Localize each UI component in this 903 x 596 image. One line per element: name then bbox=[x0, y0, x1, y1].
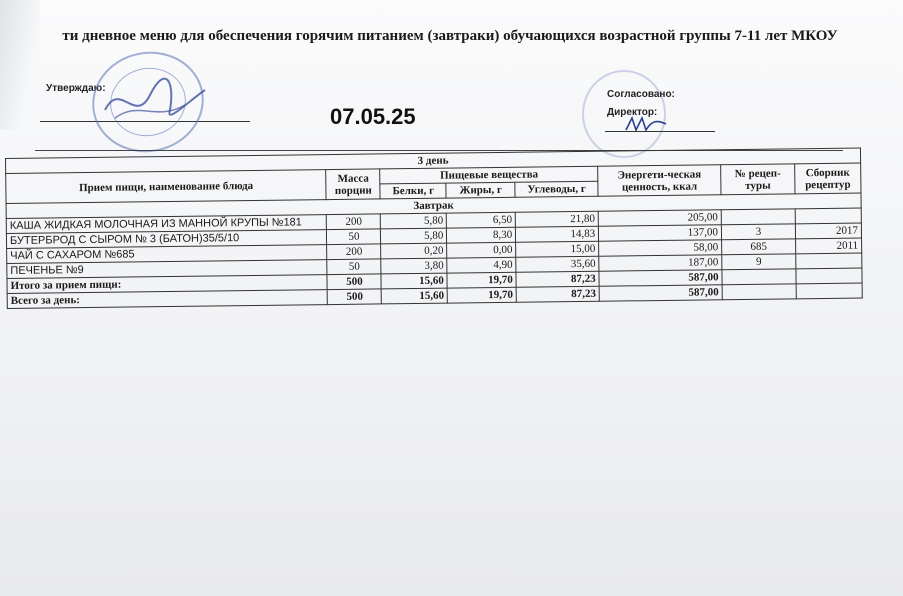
meal-total-label: Итого за прием пищи: bbox=[7, 275, 328, 294]
dish-recipe: 3 bbox=[721, 224, 795, 240]
meal-total-recipe bbox=[722, 269, 796, 285]
paper-curl bbox=[0, 0, 40, 130]
meal-total-protein: 15,60 bbox=[381, 273, 447, 289]
meal-header: Прием пищи, наименование блюда bbox=[6, 170, 327, 204]
day-total-protein: 15,60 bbox=[382, 288, 448, 304]
fat-header: Жиры, г bbox=[446, 182, 515, 198]
section-label: Завтрак bbox=[6, 193, 861, 218]
dish-protein: 5,80 bbox=[381, 213, 447, 229]
dish-name: ЧАЙ С САХАРОМ №685 bbox=[7, 245, 328, 264]
day-total-recipe bbox=[722, 284, 796, 300]
dish-mass: 50 bbox=[327, 259, 381, 275]
meal-total-fat: 19,70 bbox=[447, 272, 516, 288]
dish-recipe: 685 bbox=[722, 239, 796, 255]
dish-name: БУТЕРБРОД С СЫРОМ № 3 (БАТОН)35/5/10 bbox=[6, 230, 327, 249]
director-signature bbox=[622, 112, 672, 136]
meal-total-energy: 587,00 bbox=[599, 270, 722, 286]
menu-date: 07.05.25 bbox=[330, 104, 416, 129]
dish-collection bbox=[795, 208, 861, 224]
dish-protein: 3,80 bbox=[381, 258, 447, 274]
director-label: Директор: bbox=[607, 107, 658, 118]
day-label: 3 день bbox=[6, 148, 861, 173]
meal-total-mass: 500 bbox=[327, 274, 381, 290]
approve-label: Утверждаю: bbox=[46, 83, 106, 94]
protein-header: Белки, г bbox=[380, 183, 446, 199]
meal-total-carbs: 87,23 bbox=[516, 271, 599, 287]
dish-name: КАША ЖИДКАЯ МОЛОЧНАЯ ИЗ МАННОЙ КРУПЫ №181 bbox=[6, 215, 327, 234]
dish-protein: 5,80 bbox=[381, 228, 447, 244]
dish-protein: 0,20 bbox=[381, 243, 447, 259]
dish-carbs: 14,83 bbox=[516, 226, 599, 242]
dish-recipe bbox=[721, 209, 795, 225]
day-total-label: Всего за день: bbox=[7, 290, 328, 309]
dish-collection: 2011 bbox=[796, 238, 862, 254]
dish-fat: 8,30 bbox=[447, 227, 516, 243]
dish-carbs: 15,00 bbox=[516, 241, 599, 257]
dish-energy: 58,00 bbox=[599, 240, 722, 256]
dish-energy: 137,00 bbox=[599, 225, 722, 241]
dish-collection bbox=[796, 253, 862, 269]
recipe-header: № рецеп-туры bbox=[721, 164, 795, 195]
dish-fat: 0,00 bbox=[447, 242, 516, 258]
meal-total-collection bbox=[796, 268, 862, 284]
dish-fat: 6,50 bbox=[447, 212, 516, 228]
dish-energy: 187,00 bbox=[599, 255, 722, 271]
carbs-header: Углеводы, г bbox=[515, 181, 598, 197]
menu-table bbox=[5, 148, 863, 309]
dish-collection: 2017 bbox=[795, 223, 861, 239]
energy-header: Энергети-ческая ценность, ккал bbox=[598, 165, 721, 196]
dish-energy: 205,00 bbox=[598, 210, 721, 226]
director-signature-line bbox=[605, 131, 715, 132]
agreed-label: Согласовано: bbox=[607, 89, 675, 100]
dish-carbs: 21,80 bbox=[515, 211, 598, 227]
day-total-carbs: 87,23 bbox=[516, 286, 599, 302]
nutrients-header: Пищевые вещества bbox=[380, 166, 598, 184]
dish-name: ПЕЧЕНЬЕ №9 bbox=[7, 260, 328, 279]
dish-fat: 4,90 bbox=[447, 257, 516, 273]
dish-mass: 200 bbox=[327, 244, 381, 260]
dish-mass: 50 bbox=[327, 229, 381, 245]
dish-mass: 200 bbox=[327, 214, 381, 230]
day-total-mass: 500 bbox=[328, 289, 382, 305]
day-total-fat: 19,70 bbox=[447, 287, 516, 303]
principal-signature bbox=[95, 70, 215, 130]
mass-header: Масса порции bbox=[326, 169, 380, 200]
dish-recipe: 9 bbox=[722, 254, 796, 270]
day-total-collection bbox=[796, 283, 862, 299]
day-total-energy: 587,00 bbox=[599, 285, 722, 301]
document-title: ти дневное меню для обеспечения горячим питанием (завтраки) обучающихся возрастной группы 7-11 лет МКОУ bbox=[62, 28, 838, 44]
collection-header: Сборник рецептур bbox=[795, 163, 861, 194]
dish-carbs: 35,60 bbox=[516, 256, 599, 272]
